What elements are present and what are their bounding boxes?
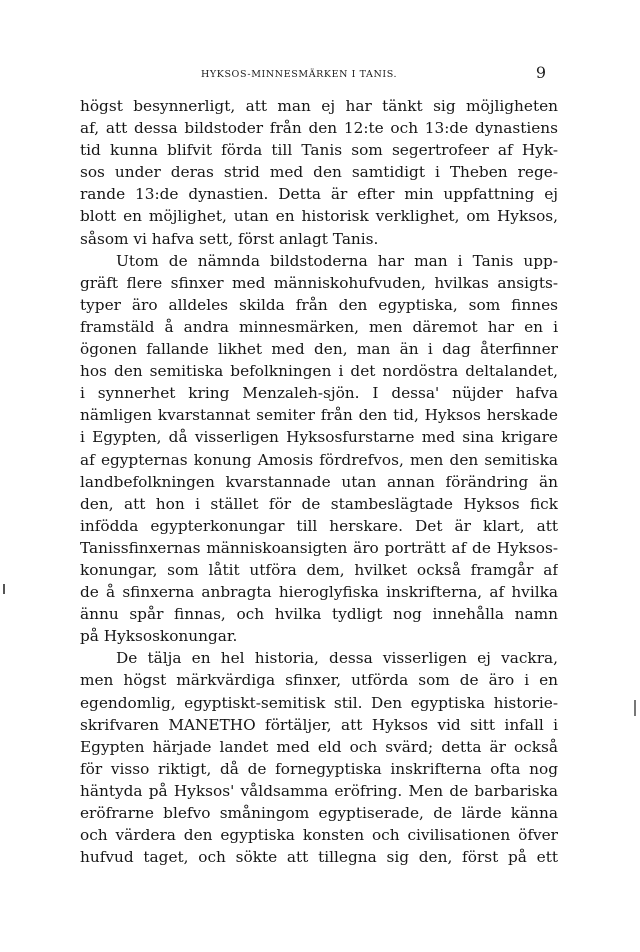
text-line: Utom de nämnda bildstoderna har man i Tanis upp- <box>116 251 558 270</box>
text-line: på Hyksoskonungar. <box>80 627 238 646</box>
page-number: 9 <box>535 63 546 82</box>
text-line: tid kunna blifvit förda till Tanis som segertrofeer af Hyk- <box>80 141 558 160</box>
text-line: af, att dessa bildstoder från den 12:te och 13:de dynastiens <box>80 119 558 138</box>
text-line: Tanissfinxernas människoansigten äro porträtt af de Hyksos- <box>80 538 558 557</box>
text-line: högst besynnerligt, att man ej har tänkt sig möjligheten <box>80 97 558 115</box>
text-line: De tälja en hel historia, dessa visserligen ej vackra, <box>116 649 558 668</box>
text-line: eröfrarne blefvo småningom egyptiserade, de lärde känna <box>80 804 558 822</box>
text-line: häntyda på Hyksos' våldsamma eröfring. Men de barbariska <box>80 781 558 800</box>
text-line: hos den semitiska befolkningen i det nordöstra deltalandet, <box>80 362 558 381</box>
text-line: i Egypten, då visserligen Hyksosfurstarne med sina krigare <box>80 428 558 447</box>
text-line: gräft flere sfinxer med människohufvuden, hvilkas ansigts- <box>80 273 558 292</box>
text-line: rande 13:de dynastien. Detta är efter min uppfattning ej <box>80 185 558 204</box>
page-header <box>80 58 558 86</box>
text-line: och värdera den egyptiska konsten och civilisationen öfver <box>80 826 558 845</box>
text-line: blott en möjlighet, utan en historisk verklighet, om Hyksos, <box>80 207 558 226</box>
scan-margin-mark-right <box>634 700 636 716</box>
book-page <box>80 58 558 868</box>
text-line: den, att hon i stället för de stambeslägtade Hyksos fick <box>80 494 558 513</box>
text-line: infödda egypterkonungar till herskare. Det är klart, att <box>80 516 558 535</box>
text-line: ännu spår finnas, och hvilka tydligt nog innehålla namn <box>80 605 558 624</box>
text-line: egendomlig, egyptiskt-semitisk stil. Den egyptiska historie- <box>80 693 558 712</box>
text-line: ögonen fallande likhet med den, man än i dag återfinner <box>80 340 558 359</box>
text-line: men högst märkvärdiga sfinxer, utförda som de äro i en <box>80 671 558 690</box>
text-line: de å sfinxerna anbragta hieroglyfiska inskrifterna, af hvilka <box>80 583 558 602</box>
running-head: HYKSOS-MINNESMÄRKEN I TANIS. <box>201 69 398 80</box>
text-line: landbefolkningen kvarstannade utan annan förändring än <box>80 472 558 491</box>
scan-margin-mark-left <box>3 584 5 594</box>
body-text <box>80 95 558 868</box>
text-line: nämligen kvarstannat semiter från den tid, Hyksos herskade <box>80 406 558 425</box>
text-line: hufvud taget, och sökte att tillegna sig den, först på ett <box>80 848 558 867</box>
text-line: för visso riktigt, då de fornegyptiska inskrifterna ofta nog <box>80 759 558 778</box>
text-line: konungar, som låtit utföra dem, hvilket också framgår af <box>80 560 558 579</box>
text-line: såsom vi hafva sett, först anlagt Tanis. <box>80 229 379 248</box>
text-line: i synnerhet kring Menzaleh-sjön. I dessa' nüjder hafva <box>80 384 558 403</box>
text-line: skrifvaren MANETHO förtäljer, att Hyksos vid sitt infall i <box>80 715 558 734</box>
text-line: typer äro alldeles skilda från den egyptiska, som finnes <box>80 295 558 314</box>
text-line: af egypternas konung Amosis fördrefvos, men den semitiska <box>80 450 558 469</box>
text-line: framstäld å andra minnesmärken, men däremot har en i <box>80 317 558 336</box>
text-line: sos under deras strid med den samtidigt i Theben rege- <box>80 163 558 182</box>
text-line: Egypten härjade landet med eld och svärd; detta är också <box>80 737 558 756</box>
